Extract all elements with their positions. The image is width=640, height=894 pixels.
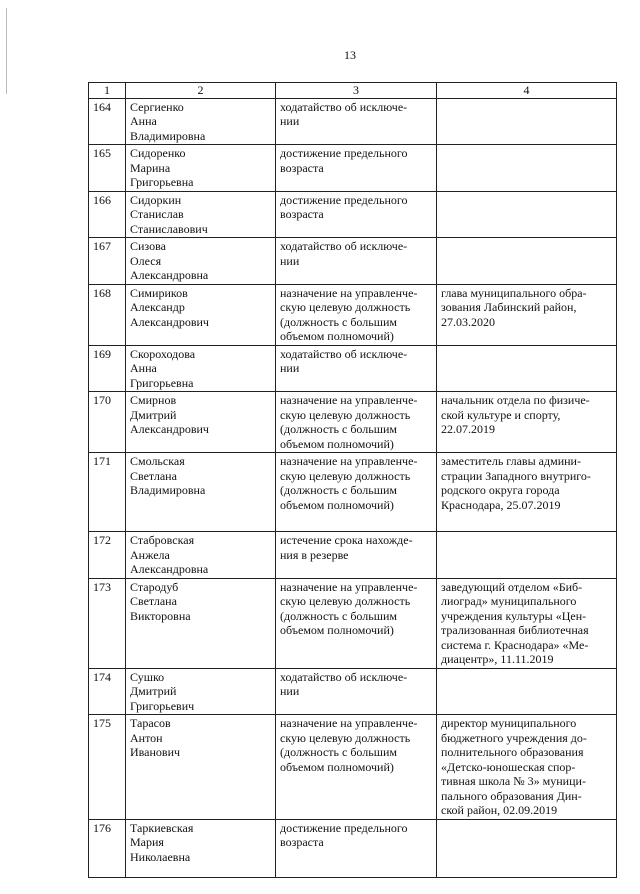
- appointment-note-cell: заместитель главы админи- страции Западного внутриго- родского округа города Краснодара, 25.07.2019: [437, 453, 617, 532]
- row-number: 168: [89, 284, 126, 345]
- exclusion-reason-cell: ходатайство об исключе- нии: [276, 668, 437, 715]
- surname: Смольская: [130, 454, 185, 468]
- patronymic: Александрович: [130, 422, 209, 436]
- full-name-cell: [126, 715, 276, 820]
- row-number: 173: [89, 578, 126, 668]
- first-name: Анжела: [130, 547, 170, 562]
- patronymic: Григорьевна: [130, 175, 194, 189]
- first-name: Мария: [130, 835, 164, 849]
- row-number: 165: [89, 145, 126, 192]
- reserve-exclusion-table: [88, 82, 617, 878]
- appointment-note-cell: [437, 238, 617, 285]
- appointment-note-cell: [437, 191, 617, 238]
- patronymic: Александровна: [130, 268, 209, 282]
- page-number: 13: [344, 48, 356, 62]
- patronymic: Владимировна: [130, 483, 206, 497]
- full-name-cell: [126, 191, 276, 238]
- exclusion-reason-cell: назначение на управленче- скую целевую должность (должность с большим объемом полномочий): [276, 392, 437, 453]
- appointment-note-cell: [437, 532, 617, 579]
- row-number: 171: [89, 453, 126, 532]
- header-col-1: 1: [89, 83, 126, 99]
- patronymic: Григорьевич: [130, 698, 195, 713]
- exclusion-reason-cell: ходатайство об исключе- нии: [276, 345, 437, 392]
- table-row: [89, 532, 617, 579]
- table-row: [89, 284, 617, 345]
- full-name-cell: [126, 145, 276, 192]
- row-number: 175: [89, 715, 126, 820]
- appointment-note-cell: [437, 145, 617, 192]
- surname: Скороходова: [130, 346, 196, 361]
- full-name-cell: [126, 284, 276, 345]
- row-number: 172: [89, 532, 126, 579]
- full-name-cell: [126, 532, 276, 579]
- table-row: [89, 145, 617, 192]
- row-number: 166: [89, 191, 126, 238]
- patronymic: Иванович: [130, 745, 181, 759]
- exclusion-reason-cell: ходатайство об исключе- нии: [276, 98, 437, 145]
- patronymic: Владимировна: [130, 128, 206, 143]
- row-number: 164: [89, 98, 126, 145]
- surname: Стабровская: [130, 533, 195, 547]
- header-col-2: 2: [126, 83, 276, 99]
- full-name-cell: [126, 819, 276, 877]
- exclusion-reason-cell: ходатайство об исключе- нии: [276, 238, 437, 285]
- table-row: [89, 238, 617, 285]
- full-name-cell: [126, 98, 276, 145]
- first-name: Антон: [130, 730, 163, 745]
- first-name: Анна: [130, 361, 157, 375]
- table-row: [89, 453, 617, 532]
- surname: Смирнов: [130, 393, 177, 407]
- surname: Сидоренко: [130, 146, 186, 160]
- table-row: [89, 191, 617, 238]
- exclusion-reason-cell: назначение на управленче- скую целевую должность (должность с большим объемом полномочий): [276, 453, 437, 532]
- patronymic: Станиславович: [130, 221, 208, 236]
- table-row: [89, 578, 617, 668]
- patronymic: Николаевна: [130, 849, 191, 864]
- exclusion-reason-cell: достижение предельного возраста: [276, 819, 437, 877]
- appointment-note-cell: [437, 345, 617, 392]
- first-name: Олеся: [130, 253, 162, 268]
- surname: Сидоркин: [130, 192, 182, 207]
- row-number: 176: [89, 819, 126, 877]
- first-name: Анна: [130, 114, 157, 128]
- table-row: [89, 668, 617, 715]
- surname: Сизова: [130, 239, 166, 253]
- full-name-cell: [126, 453, 276, 532]
- first-name: Марина: [130, 160, 171, 175]
- surname: Сергиенко: [130, 99, 184, 114]
- appointment-note-cell: директор муниципального бюджетного учреждения до- полнительного образования «Детско-юношеская спор- тивная школа № 3» муници- пального образования Дин- ской район, 02.09.2019: [437, 715, 617, 820]
- patronymic: Викторовна: [130, 608, 191, 623]
- first-name: Светлана: [130, 468, 177, 483]
- table-header-row: [89, 83, 617, 99]
- exclusion-reason-cell: назначение на управленче- скую целевую должность (должность с большим объемом полномочий): [276, 578, 437, 668]
- table-body: [89, 98, 617, 877]
- appointment-note-cell: начальник отдела по физиче- ской культуре и спорту, 22.07.2019: [437, 392, 617, 453]
- row-number: 169: [89, 345, 126, 392]
- first-name: Александр: [130, 300, 185, 314]
- full-name-cell: [126, 238, 276, 285]
- header-col-4: 4: [437, 83, 617, 99]
- surname: Стародуб: [130, 579, 179, 594]
- row-number: 167: [89, 238, 126, 285]
- first-name: Станислав: [130, 207, 184, 221]
- full-name-cell: [126, 668, 276, 715]
- surname: Сушко: [130, 669, 165, 684]
- appointment-note-cell: [437, 668, 617, 715]
- row-number: 170: [89, 392, 126, 453]
- full-name-cell: [126, 578, 276, 668]
- table-row: [89, 345, 617, 392]
- exclusion-reason-cell: достижение предельного возраста: [276, 191, 437, 238]
- appointment-note-cell: глава муниципального обра- зования Лабинский район, 27.03.2020: [437, 284, 617, 345]
- exclusion-reason-cell: назначение на управленче- скую целевую должность (должность с большим объемом полномочий): [276, 715, 437, 820]
- patronymic: Александрович: [130, 314, 209, 329]
- surname: Таркиевская: [130, 820, 194, 835]
- full-name-cell: [126, 392, 276, 453]
- surname: Тарасов: [130, 716, 171, 730]
- appointment-note-cell: [437, 98, 617, 145]
- table-row: [89, 392, 617, 453]
- full-name-cell: [126, 345, 276, 392]
- first-name: Дмитрий: [130, 407, 177, 422]
- table-row: [89, 715, 617, 820]
- table-row: [89, 819, 617, 877]
- appointment-note-cell: заведующий отделом «Биб- лиоград» муниципального учреждения культуры «Цен- трализованная библиотечная система г. Краснодара» «Ме- диацентр», 11.11.2019: [437, 578, 617, 668]
- first-name: Дмитрий: [130, 684, 177, 698]
- appointment-note-cell: [437, 819, 617, 877]
- exclusion-reason-cell: назначение на управленче- скую целевую должность (должность с большим объемом полномочий): [276, 284, 437, 345]
- header-col-3: 3: [276, 83, 437, 99]
- patronymic: Григорьевна: [130, 375, 194, 390]
- row-number: 174: [89, 668, 126, 715]
- table-row: [89, 98, 617, 145]
- exclusion-reason-cell: истечение срока нахожде- ния в резерве: [276, 532, 437, 579]
- exclusion-reason-cell: достижение предельного возраста: [276, 145, 437, 192]
- surname: Симириков: [130, 285, 188, 300]
- patronymic: Александровна: [130, 562, 209, 576]
- first-name: Светлана: [130, 594, 177, 608]
